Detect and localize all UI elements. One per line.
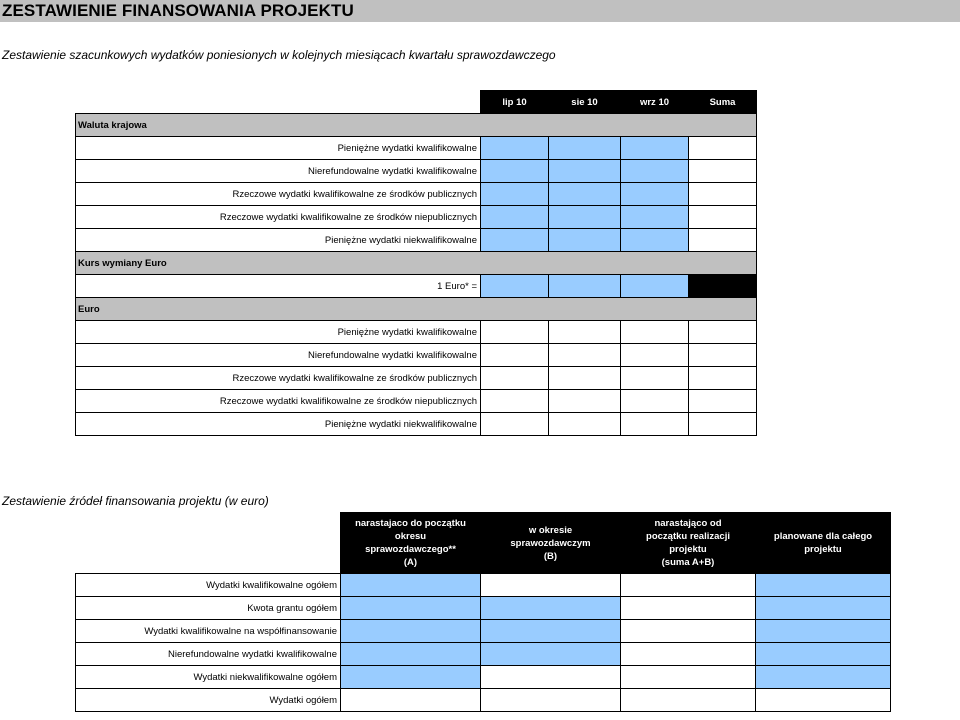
table-row: [76, 206, 757, 229]
table-row: [76, 689, 891, 712]
table-row: [76, 183, 757, 206]
sum-cell[interactable]: [689, 183, 757, 206]
table-row: [76, 160, 757, 183]
input-cell[interactable]: [481, 183, 549, 206]
col-header-line: (A): [403, 557, 418, 568]
row-label: Nierefundowalne wydatki kwalifikowalne: [76, 643, 341, 666]
value-cell[interactable]: [621, 689, 756, 712]
table-row: [76, 367, 757, 390]
input-cell[interactable]: [481, 229, 549, 252]
value-cell[interactable]: [756, 689, 891, 712]
value-cell[interactable]: [341, 689, 481, 712]
row-label: Wydatki ogółem: [76, 689, 341, 712]
value-cell[interactable]: [341, 643, 481, 666]
input-cell[interactable]: [549, 137, 621, 160]
row-label: 1 Euro* =: [76, 275, 481, 298]
col-header-ab: [621, 513, 756, 574]
value-cell[interactable]: [341, 574, 481, 597]
table-row: [76, 321, 757, 344]
sum-cell[interactable]: [689, 367, 757, 390]
value-cell[interactable]: [621, 321, 689, 344]
sum-cell[interactable]: [689, 321, 757, 344]
input-cell[interactable]: [481, 206, 549, 229]
table-row: [76, 137, 757, 160]
row-label: Wydatki niekwalifikowalne ogółem: [76, 666, 341, 689]
value-cell[interactable]: [621, 620, 756, 643]
col-header-line: (suma A+B): [661, 557, 715, 568]
col-header: Suma: [689, 91, 757, 114]
input-cell[interactable]: [621, 160, 689, 183]
col-header-line: projektu: [804, 544, 842, 555]
col-header-b: [481, 513, 621, 574]
value-cell[interactable]: [549, 413, 621, 436]
table-row: [76, 390, 757, 413]
sum-cell[interactable]: [689, 206, 757, 229]
table-row: [76, 620, 891, 643]
value-cell[interactable]: [756, 666, 891, 689]
row-label: Pieniężne wydatki kwalifikowalne: [76, 137, 481, 160]
row-label: Wydatki kwalifikowalne na współfinansowanie: [76, 620, 341, 643]
value-cell[interactable]: [481, 620, 621, 643]
input-cell[interactable]: [549, 275, 621, 298]
value-cell[interactable]: [621, 367, 689, 390]
sum-cell[interactable]: [689, 344, 757, 367]
input-cell[interactable]: [549, 183, 621, 206]
row-label: Rzeczowe wydatki kwalifikowalne ze środków publicznych: [76, 367, 481, 390]
group-header-euro: Euro: [76, 298, 757, 321]
sum-cell[interactable]: [689, 413, 757, 436]
table-row: [76, 643, 891, 666]
col-header-line: okresu: [394, 531, 427, 542]
sum-cell[interactable]: [689, 137, 757, 160]
table-row: [76, 666, 891, 689]
value-cell[interactable]: [481, 689, 621, 712]
value-cell[interactable]: [481, 597, 621, 620]
value-cell[interactable]: [481, 574, 621, 597]
value-cell[interactable]: [481, 321, 549, 344]
col-header-line: sprawozdawczego**: [365, 544, 456, 555]
input-cell[interactable]: [481, 275, 549, 298]
table-row: [76, 275, 757, 298]
sum-cell[interactable]: [689, 390, 757, 413]
col-header: sie 10: [549, 91, 621, 114]
col-header-line: projektu: [669, 544, 707, 555]
value-cell[interactable]: [621, 666, 756, 689]
input-cell[interactable]: [621, 275, 689, 298]
row-label: Rzeczowe wydatki kwalifikowalne ze środków niepublicznych: [76, 206, 481, 229]
input-cell[interactable]: [549, 229, 621, 252]
row-label: Nierefundowalne wydatki kwalifikowalne: [76, 160, 481, 183]
input-cell[interactable]: [481, 137, 549, 160]
value-cell[interactable]: [549, 321, 621, 344]
header-spacer: [76, 513, 341, 574]
col-header-line: narastajaco do początku: [355, 518, 466, 529]
input-cell[interactable]: [481, 160, 549, 183]
value-cell[interactable]: [549, 367, 621, 390]
value-cell[interactable]: [481, 666, 621, 689]
value-cell[interactable]: [621, 643, 756, 666]
col-header-planned: [756, 513, 891, 574]
col-header-line: narastająco od: [654, 518, 722, 529]
value-cell[interactable]: [341, 620, 481, 643]
col-header: lip 10: [481, 91, 549, 114]
value-cell[interactable]: [756, 574, 891, 597]
row-label: Wydatki kwalifikowalne ogółem: [76, 574, 341, 597]
value-cell[interactable]: [481, 643, 621, 666]
input-cell[interactable]: [621, 137, 689, 160]
value-cell[interactable]: [481, 367, 549, 390]
row-label: Pieniężne wydatki niekwalifikowalne: [76, 413, 481, 436]
group-header-national: Waluta krajowa: [76, 114, 757, 137]
row-label: Pieniężne wydatki niekwalifikowalne: [76, 229, 481, 252]
value-cell[interactable]: [621, 597, 756, 620]
table-row: [76, 344, 757, 367]
value-cell[interactable]: [756, 597, 891, 620]
sum-cell[interactable]: [689, 229, 757, 252]
row-label: Pieniężne wydatki kwalifikowalne: [76, 321, 481, 344]
value-cell[interactable]: [621, 413, 689, 436]
value-cell[interactable]: [756, 643, 891, 666]
page-title: ZESTAWIENIE FINANSOWANIA PROJEKTU: [2, 1, 354, 20]
header-spacer: [76, 91, 481, 114]
sum-cell[interactable]: [689, 160, 757, 183]
input-cell[interactable]: [621, 229, 689, 252]
row-label: Kwota grantu ogółem: [76, 597, 341, 620]
value-cell[interactable]: [621, 574, 756, 597]
value-cell[interactable]: [756, 620, 891, 643]
table-row: [76, 229, 757, 252]
title-bar: [0, 0, 960, 22]
col-header-line: (B): [543, 550, 558, 562]
table-row: [76, 574, 891, 597]
col-header: wrz 10: [621, 91, 689, 114]
row-label: Rzeczowe wydatki kwalifikowalne ze środków niepublicznych: [76, 390, 481, 413]
value-cell[interactable]: [341, 597, 481, 620]
col-header-a: [341, 513, 481, 574]
input-cell[interactable]: [621, 183, 689, 206]
value-cell[interactable]: [481, 390, 549, 413]
value-cell[interactable]: [481, 413, 549, 436]
col-header-line: planowane dla całego: [773, 531, 873, 542]
table-row: [76, 413, 757, 436]
table-row: [76, 597, 891, 620]
section2-subtitle: Zestawienie źródeł finansowania projektu (w euro): [2, 494, 269, 508]
value-cell[interactable]: [481, 344, 549, 367]
funding-sources-table: [75, 512, 891, 712]
col-header-line: sprawozdawczym: [510, 537, 591, 549]
value-cell[interactable]: [621, 344, 689, 367]
section1-subtitle: Zestawienie szacunkowych wydatków poniesionych w kolejnych miesiącach kwartału sprawozdawczego: [2, 48, 556, 62]
value-cell[interactable]: [549, 344, 621, 367]
blocked-cell: [689, 275, 757, 298]
input-cell[interactable]: [621, 206, 689, 229]
col-header-line: początku realizacji: [646, 531, 730, 542]
col-header-line: w okresie: [528, 524, 573, 536]
value-cell[interactable]: [341, 666, 481, 689]
input-cell[interactable]: [549, 160, 621, 183]
monthly-expenses-table: [75, 90, 757, 436]
value-cell[interactable]: [549, 390, 621, 413]
value-cell[interactable]: [621, 390, 689, 413]
row-label: Nierefundowalne wydatki kwalifikowalne: [76, 344, 481, 367]
group-header-rate: Kurs wymiany Euro: [76, 252, 757, 275]
input-cell[interactable]: [549, 206, 621, 229]
funding-rows: [76, 574, 891, 712]
row-label: Rzeczowe wydatki kwalifikowalne ze środków publicznych: [76, 183, 481, 206]
